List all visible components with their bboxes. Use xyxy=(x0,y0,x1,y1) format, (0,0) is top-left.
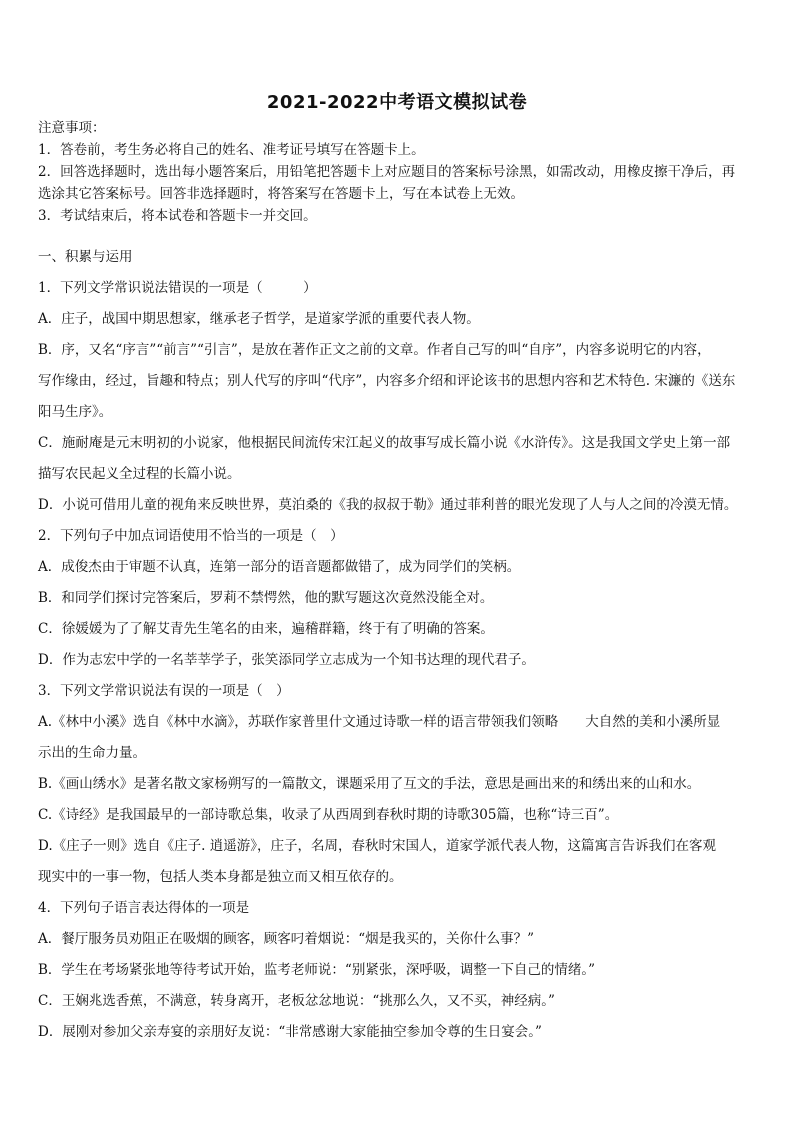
notice-heading: 注意事项： xyxy=(38,120,106,136)
option-line: B．序，又名“序言”“前言”“引言”，是放在著作正文之前的文章。作者自己写的叫“自序”，内容多说明它的内容， xyxy=(38,342,711,358)
option-line: C．王娴兆选香蕉，不满意，转身离开，老板忿忿地说：“挑那么久，又不买，神经病。” xyxy=(38,993,555,1009)
option-line: 阳马生序》。 xyxy=(38,404,113,420)
option-line: B.《画山绣水》是著名散文家杨朔写的一篇散文，课题采用了互文的手法，意思是画出来的和绣出来的山和水。 xyxy=(38,776,701,792)
notice-section xyxy=(38,117,760,227)
option-line: A．庄子，战国中期思想家，继承老子哲学，是道家学派的重要代表人物。 xyxy=(38,311,480,327)
page-title: 2021-2022中考语文模拟试卷 xyxy=(266,92,528,113)
option-line: 写作缘由，经过，旨趣和特点；别人代写的序叫“代序”，内容多介绍和评论该书的思想内容和艺术特色. 宋濂的《送东 xyxy=(38,373,736,389)
option-line: C.《诗经》是我国最早的一部诗歌总集，收录了从西周到春秋时期的诗歌305篇，也称“诗三百”。 xyxy=(38,807,619,823)
option-line: B．和同学们探讨完答案后，罗莉不禁愕然，他的默写题这次竟然没能全对。 xyxy=(38,590,494,606)
option-line: C．徐媛媛为了了解艾青先生笔名的由来，遍稽群籍，终于有了明确的答案。 xyxy=(38,621,494,637)
option-line: A．成俊杰由于审题不认真，连第一部分的语音题都做错了，成为同学们的笑柄。 xyxy=(38,559,521,575)
question-stem: 4．下列句子语言表达得体的一项是 xyxy=(38,900,250,916)
option-line: D．作为志宏中学的一名莘莘学子，张笑添同学立志成为一个知书达理的现代君子。 xyxy=(38,652,535,668)
questions-section xyxy=(38,242,760,1048)
option-line: B．学生在考场紧张地等待考试开始，监考老师说：“别紧张，深呼吸，调整一下自己的情绪。” xyxy=(38,962,595,978)
notice-item: 1．答卷前，考生务必将自己的姓名、准考证号填写在答题卡上。 xyxy=(38,142,425,158)
option-line: C．施耐庵是元末明初的小说家，他根据民间流传宋江起义的故事写成长篇小说《水浒传》。这是我国文学史上第一部 xyxy=(38,435,731,451)
option-line: A．餐厅服务员劝阻正在吸烟的顾客，顾客叼着烟说：“烟是我买的，关你什么事？” xyxy=(38,931,535,947)
option-line: A.《林中小溪》选自《林中水滴》，苏联作家普里什文通过诗歌一样的语言带领我们领略 大自然的美和小溪所显 xyxy=(38,714,721,730)
notice-item: 3．考试结束后，将本试卷和答题卡一并交回。 xyxy=(38,208,317,224)
question-stem: 1．下列文学常识说法错误的一项是（ ） xyxy=(38,280,317,296)
option-line: 示出的生命力量。 xyxy=(38,745,146,761)
notice-item: 选涂其它答案标号。回答非选择题时，将答案写在答题卡上，写在本试卷上无效。 xyxy=(38,186,524,202)
question-stem: 2．下列句子中加点词语使用不恰当的一项是（ ） xyxy=(38,528,344,544)
section-heading: 一、积累与运用 xyxy=(38,249,133,265)
notice-item: 2．回答选择题时，选出每小题答案后，用铅笔把答题卡上对应题目的答案标号涂黑，如需改动，用橡皮擦干净后，再 xyxy=(38,164,736,180)
question-stem: 3．下列文学常识说法有误的一项是（ ） xyxy=(38,683,290,699)
option-line: D．小说可借用儿童的视角来反映世界，莫泊桑的《我的叔叔于勒》通过菲利普的眼光发现了人与人之间的冷漠无情。 xyxy=(38,497,738,513)
option-line: D．展刚对参加父亲寿宴的亲朋好友说：“非常感谢大家能抽空参加令尊的生日宴会。” xyxy=(38,1024,542,1040)
option-line: 现实中的一事一物，包括人类本身都是独立而又相互依存的。 xyxy=(38,869,403,885)
option-line: D.《庄子一则》选自《庄子. 逍遥游》，庄子，名周，春秋时宋国人，道家学派代表人物，这篇寓言告诉我们在客观 xyxy=(38,838,716,854)
option-line: 描写农民起义全过程的长篇小说。 xyxy=(38,466,241,482)
